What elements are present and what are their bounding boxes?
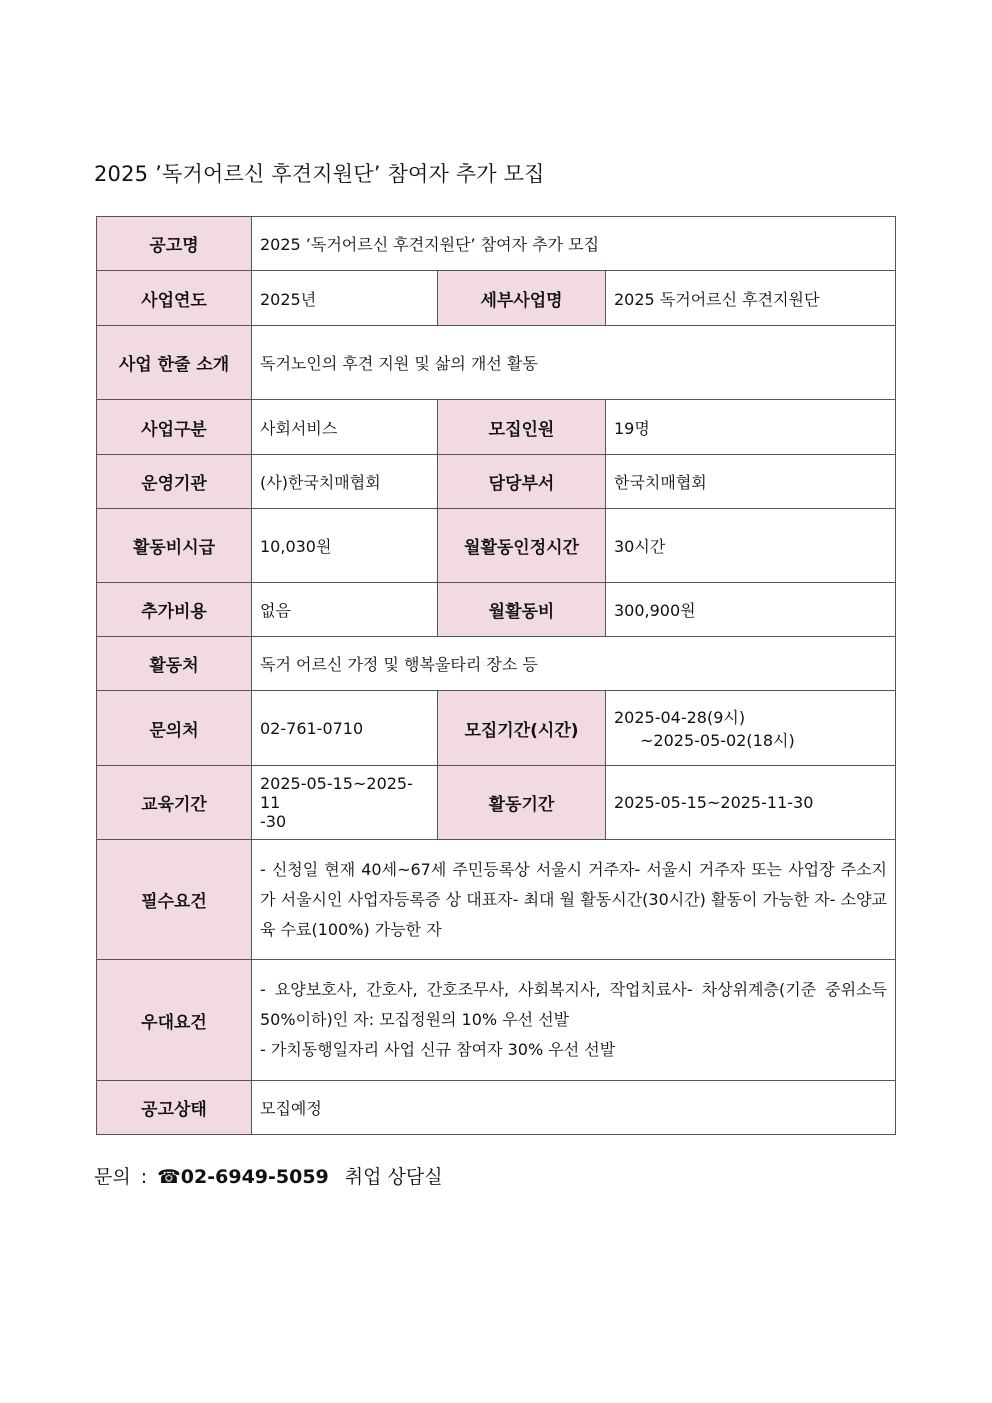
value-notice-name: 2025 ’독거어르신 후견지원단’ 참여자 추가 모집 xyxy=(252,217,896,271)
contact-colon: : xyxy=(140,1166,148,1188)
table-row xyxy=(97,217,896,271)
label-inquiry: 문의처 xyxy=(97,691,252,766)
phone-icon: ☎ xyxy=(157,1166,181,1188)
recruit-period-start: 2025-04-28(9시) xyxy=(614,708,746,727)
value-preferences xyxy=(252,960,896,1081)
preferences-line2: - 가치동행일자리 사업 신규 참여자 30% 우선 선발 xyxy=(260,1040,616,1059)
table-row xyxy=(97,271,896,326)
value-recruit-period xyxy=(606,691,896,766)
table-row xyxy=(97,1081,896,1135)
table-row xyxy=(97,455,896,509)
value-requirements: - 신청일 현재 40세~67세 주민등록상 서울시 거주자- 서울시 거주자 또는 사업장 주소지가 서울시인 사업자등록증 상 대표자- 최대 월 활동시간(30시간) 활동이 가능한 자- 소양교육 수료(100%) 가능한 자 xyxy=(252,840,896,960)
table-row xyxy=(97,960,896,1081)
label-monthly-pay: 월활동비 xyxy=(438,583,606,637)
table-row xyxy=(97,400,896,455)
value-monthly-hours: 30시간 xyxy=(606,509,896,583)
label-requirements: 필수요건 xyxy=(97,840,252,960)
table-row xyxy=(97,766,896,840)
value-operator: (사)한국치매협회 xyxy=(252,455,438,509)
recruit-period-end: ~2025-05-02(18시) xyxy=(640,731,795,750)
label-notice-name: 공고명 xyxy=(97,217,252,271)
value-year: 2025년 xyxy=(252,271,438,326)
table-row xyxy=(97,840,896,960)
value-category: 사회서비스 xyxy=(252,400,438,455)
label-status: 공고상태 xyxy=(97,1081,252,1135)
edu-period-line1: 2025-05-15~2025-11 xyxy=(260,774,413,812)
label-monthly-hours: 월활동인정시간 xyxy=(438,509,606,583)
table-row xyxy=(97,691,896,766)
edu-period-line2: -30 xyxy=(260,812,287,831)
table-row xyxy=(97,583,896,637)
label-department: 담당부서 xyxy=(438,455,606,509)
label-intro: 사업 한줄 소개 xyxy=(97,326,252,400)
table-row xyxy=(97,509,896,583)
label-category: 사업구분 xyxy=(97,400,252,455)
page-title: 2025 ’독거어르신 후견지원단’ 참여자 추가 모집 xyxy=(94,162,545,186)
preferences-line1: - 요양보호사, 간호사, 간호조무사, 사회복지사, 작업치료사- 차상위계층(기준 중위소득 50%이하)인 자: 모집정원의 10% 우선 선발 xyxy=(260,980,888,1029)
value-sub-project: 2025 독거어르신 후견지원단 xyxy=(606,271,896,326)
value-department: 한국치매협회 xyxy=(606,455,896,509)
value-place: 독거 어르신 가정 및 행복울타리 장소 등 xyxy=(252,637,896,691)
table-row xyxy=(97,326,896,400)
value-status: 모집예정 xyxy=(252,1081,896,1135)
label-operator: 운영기관 xyxy=(97,455,252,509)
value-pay: 10,030원 xyxy=(252,509,438,583)
table-row xyxy=(97,637,896,691)
value-extra-cost: 없음 xyxy=(252,583,438,637)
value-intro: 독거노인의 후견 지원 및 삶의 개선 활동 xyxy=(252,326,896,400)
notice-table xyxy=(96,216,896,1135)
contact-office: 취업 상담실 xyxy=(344,1166,443,1188)
contact-prefix: 문의 xyxy=(94,1166,131,1188)
contact-phone: 02-6949-5059 xyxy=(180,1166,329,1188)
value-monthly-pay: 300,900원 xyxy=(606,583,896,637)
label-recruit-period: 모집기간(시간) xyxy=(438,691,606,766)
label-headcount: 모집인원 xyxy=(438,400,606,455)
contact-footer xyxy=(94,1162,443,1189)
label-edu-period: 교육기간 xyxy=(97,766,252,840)
label-extra-cost: 추가비용 xyxy=(97,583,252,637)
label-sub-project: 세부사업명 xyxy=(438,271,606,326)
value-edu-period xyxy=(252,766,438,840)
label-year: 사업연도 xyxy=(97,271,252,326)
label-place: 활동처 xyxy=(97,637,252,691)
label-activity-period: 활동기간 xyxy=(438,766,606,840)
value-headcount: 19명 xyxy=(606,400,896,455)
label-preferences: 우대요건 xyxy=(97,960,252,1081)
label-pay: 활동비시급 xyxy=(97,509,252,583)
value-activity-period: 2025-05-15~2025-11-30 xyxy=(606,766,896,840)
value-inquiry: 02-761-0710 xyxy=(252,691,438,766)
